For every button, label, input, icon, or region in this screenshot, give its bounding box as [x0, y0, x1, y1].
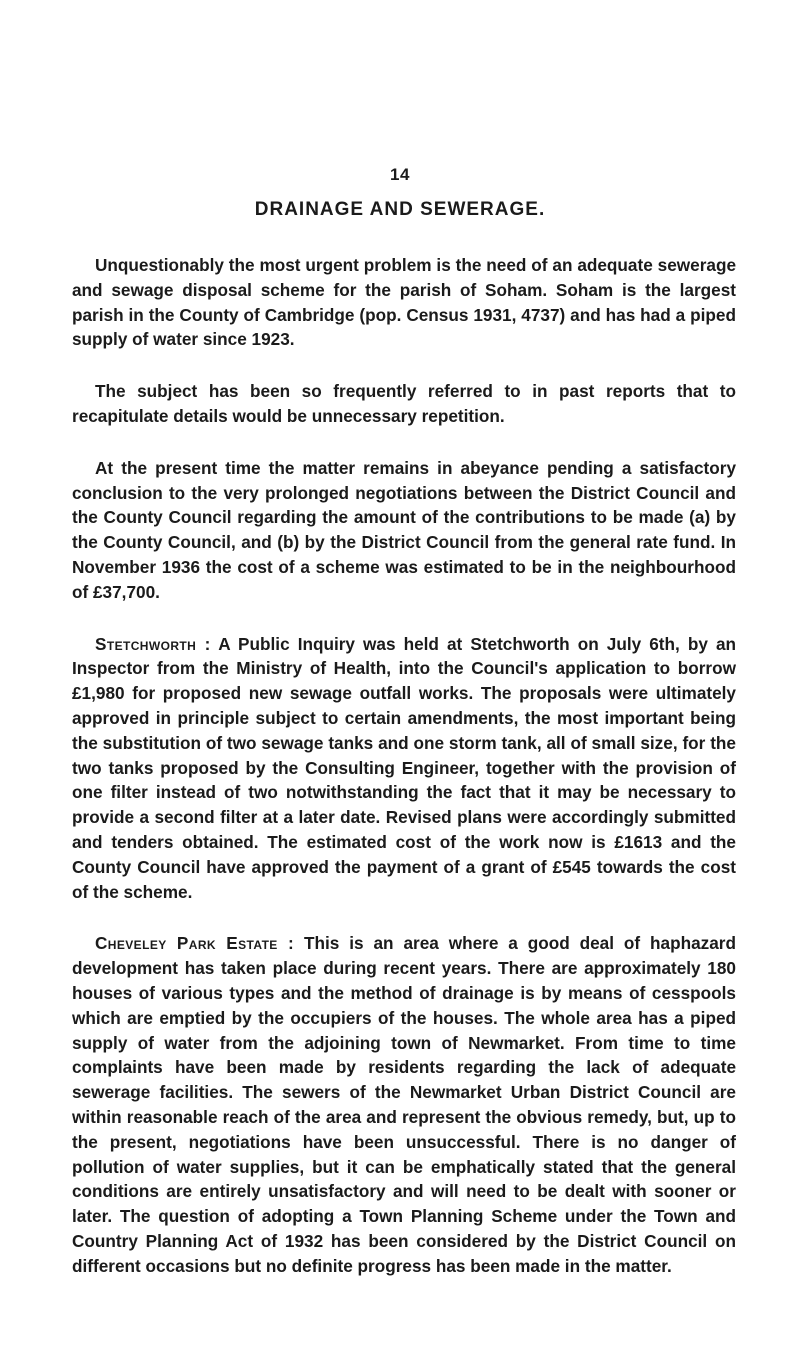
- paragraph-lead-stetchworth: Stetchworth :: [95, 633, 211, 654]
- paragraph-text: A Public Inquiry was held at Stetchworth on July 6th, by an Inspector from the Ministry of Health, into the Council's application to borrow £1,980 for proposed new sewage outfall works. The proposals were ultimately approved in principle subject to certain amendments, the most important being the substitution of two sewage tanks and one storm tank, all of small size, for the two tanks proposed by the Consulting Engineer, together with the provision of one filter instead of two notwithstanding the fact that it may be necessary to provide a second filter at a later date. Revised plans were accordingly submitted and tenders obtained. The estimated cost of the work now is £1613 and the County Council have approved the payment of a grant of £545 towards the cost of the scheme.: [72, 633, 737, 902]
- paragraph-text: At the present time the matter remains in abeyance pending a satisfactory conclusion to the very prolonged negotiations between the District Council and the County Council regarding the amount of the contributions to be made (a) by the County Council, and (b) by the District Council from the general rate fund. In November 1936 the cost of a scheme was estimated to be in the neighbourhood of £37,700.: [72, 457, 736, 602]
- page-number: 14: [390, 165, 410, 184]
- paragraph-lead-cheveley-park: Cheveley Park Estate :: [95, 933, 295, 954]
- paragraph-text: The subject has been so frequently referred to in past reports that to recapitulate details would be unnecessary repetition.: [72, 381, 736, 426]
- paragraph-negotiations: [72, 456, 736, 605]
- paragraph-text: Unquestionably the most urgent problem is the need of an adequate sewerage and sewage disposal scheme for the parish of Soham. Soham is the largest parish in the County of Cambridge (pop. Census 1931, 4737) and has had a piped supply of water since 1923.: [72, 255, 736, 350]
- paragraph-stetchworth: [72, 632, 736, 905]
- paragraph-past-reports: [72, 379, 736, 429]
- paragraph-cheveley-park: [72, 931, 736, 1278]
- section-heading: DRAINAGE AND SEWERAGE.: [254, 199, 546, 220]
- paragraph-text: This is an area where a good deal of haphazard development has taken place during recent years. There are approximately 180 houses of various types and the method of drainage is by means of cesspools which are emptied by the occupiers of the houses. The whole area has a piped supply of water from the adjoining town of Newmarket. From time to time complaints have been made by residents regarding the lack of adequate sewerage facilities. The sewers of the Newmarket Urban District Council are within reasonable reach of the area and represent the obvious remedy, but, up to the present, negotiations have been unsuccessful. There is no danger of pollution of water supplies, but it can be emphatically stated that the general conditions are entirely unsatisfactory and will need to be dealt with sooner or later. The question of adopting a Town Planning Scheme under the Town and Country Planning Act of 1932 has been considered by the District Council on different occasions but no definite progress has been made in the matter.: [72, 933, 736, 1276]
- paragraph-soham-problem: [72, 253, 736, 352]
- document-body: [72, 253, 736, 1305]
